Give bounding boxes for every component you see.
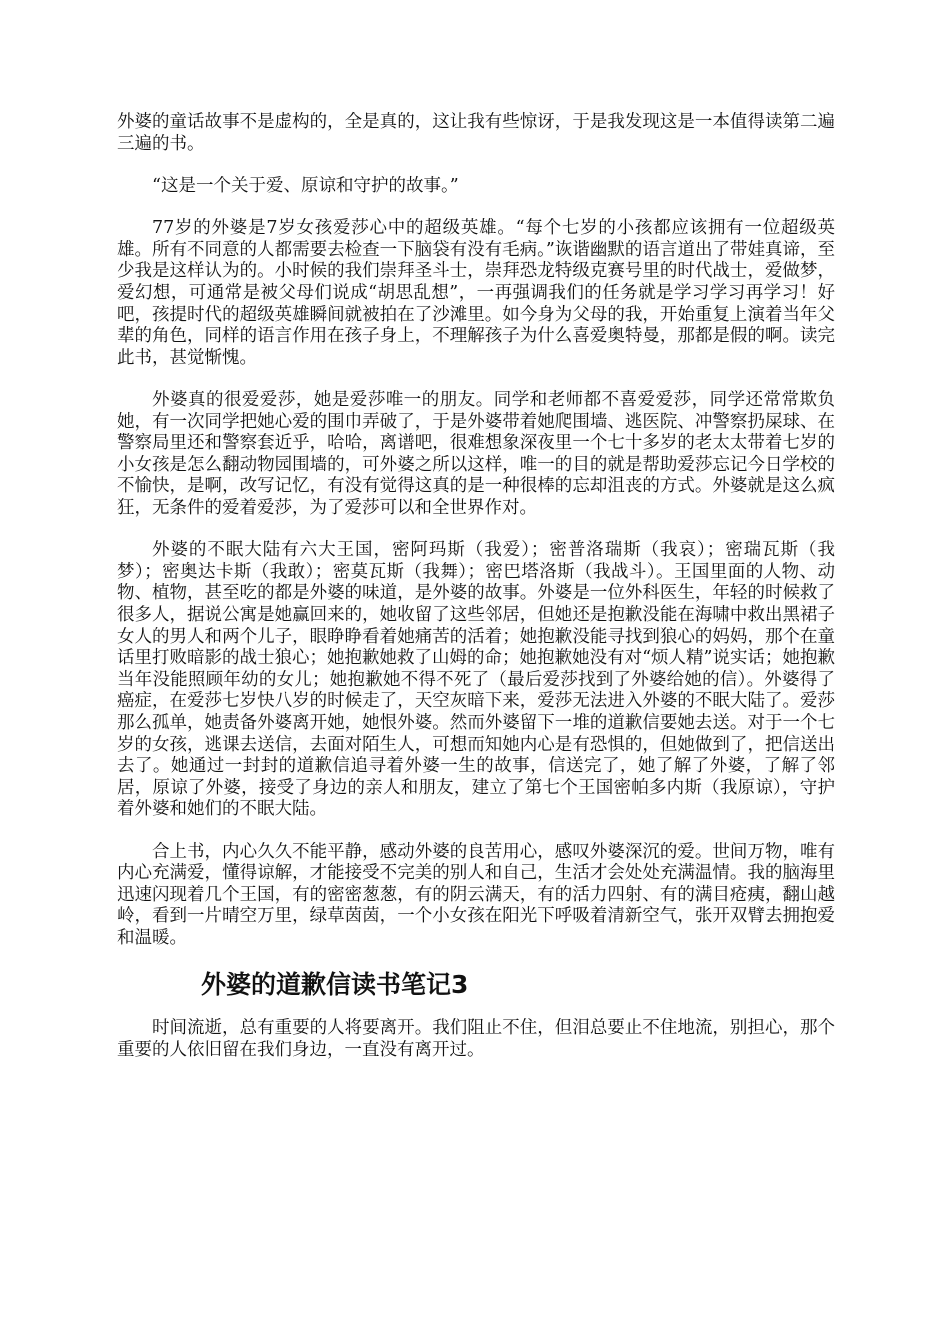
paragraph-7: 时间流逝，总有重要的人将要离开。我们阻止不住，但泪总要止不住地流，别担心，那个重要的人依旧留在我们身边，一直没有离开过。 (117, 1018, 835, 1060)
document-page (117, 112, 835, 1082)
paragraph-2: “这是一个关于爱、原谅和守护的故事。” (152, 175, 459, 196)
paragraph-4: 外婆真的很爱爱莎，她是爱莎唯一的朋友。同学和老师都不喜爱爱莎，同学还常常欺负她，有一次同学把她心爱的围巾弄破了，于是外婆带着她爬围墙、逃医院、冲警察扔屎球、在警察局里还和警察套近乎，哈哈，离谱吧，很难想象深夜里一个七十多岁的老太太带着七岁的小女孩是怎么翻动物园围墙的，可外婆之所以这样，唯一的目的就是帮助爱莎忘记今日学校的不愉快，是啊，改写记忆，有没有觉得这真的是一种很棒的忘却沮丧的方式。外婆就是这么疯狂，无条件的爱着爱莎，为了爱莎可以和全世界作对。 (117, 390, 835, 518)
paragraph-3: 77岁的外婆是7岁女孩爱莎心中的超级英雄。“每个七岁的小孩都应该拥有一位超级英雄。所有不同意的人都需要去检查一下脑袋有没有毛病。”诙谐幽默的语言道出了带娃真谛，至少我是这样认为的。小时候的我们崇拜圣斗士，崇拜恐龙特级克赛号里的时代战士，爱做梦，爱幻想，可通常是被父母们说成“胡思乱想”，一再强调我们的任务就是学习学习再学习！好吧，孩提时代的超级英雄瞬间就被拍在了沙滩里。如今身为父母的我，开始重复上演着当年父辈的角色，同样的语言作用在孩子身上，不理解孩子为什么喜爱奥特曼，那都是假的啊。读完此书，甚觉惭愧。 (117, 218, 835, 368)
section-heading: 外婆的道歉信读书笔记3 (201, 970, 469, 1000)
paragraph-6: 合上书，内心久久不能平静，感动外婆的良苦用心，感叹外婆深沉的爱。世间万物，唯有内心充满爱，懂得谅解，才能接受不完美的别人和自己，生活才会处处充满温情。我的脑海里迅速闪现着几个王国，有的密密葱葱，有的阴云满天，有的活力四射、有的满目疮痍，翻山越岭，看到一片晴空万里，绿草茵茵，一个小女孩在阳光下呼吸着清新空气，张开双臂去拥抱爱和温暖。 (117, 841, 835, 949)
paragraph-1: 外婆的童话故事不是虚构的，全是真的，这让我有些惊讶，于是我发现这是一本值得读第二遍三遍的书。 (117, 112, 835, 154)
paragraph-5: 外婆的不眠大陆有六大王国，密阿玛斯（我爱）；密普洛瑞斯（我哀）；密瑞瓦斯（我梦）；密奥达卡斯（我敢）；密莫瓦斯（我舞）；密巴塔洛斯（我战斗）。王国里面的人物、动物、植物，甚至吃的都是外婆的味道，是外婆的故事。外婆是一位外科医生，年轻的时候救了很多人，据说公寓是她赢回来的，她收留了这些邻居，但她还是抱歉没能在海啸中救出黑裙子女人的男人和两个儿子，眼睁睁看着她痛苦的活着；她抱歉没能寻找到狼心的妈妈，那个在童话里打败暗影的战士狼心；她抱歉她救了山姆的命；她抱歉她没有对“烦人精”说实话；她抱歉当年没能照顾年幼的女儿；她抱歉她不得不死了（最后爱莎找到了外婆给她的信）。外婆得了癌症，在爱莎七岁快八岁的时候走了，天空灰暗下来，爱莎无法进入外婆的不眠大陆了。爱莎那么孤单，她责备外婆离开她，她恨外婆。然而外婆留下一堆的道歉信要她去送。对于一个七岁的女孩，逃课去送信，去面对陌生人，可想而知她内心是有恐惧的，但她做到了，把信送出去了。她通过一封封的道歉信追寻着外婆一生的故事，信送完了，她了解了外婆，了解了邻居，原谅了外婆，接受了身边的亲人和朋友，建立了第七个王国密帕多内斯（我原谅），守护着外婆和她们的不眠大陆。 (117, 540, 835, 820)
